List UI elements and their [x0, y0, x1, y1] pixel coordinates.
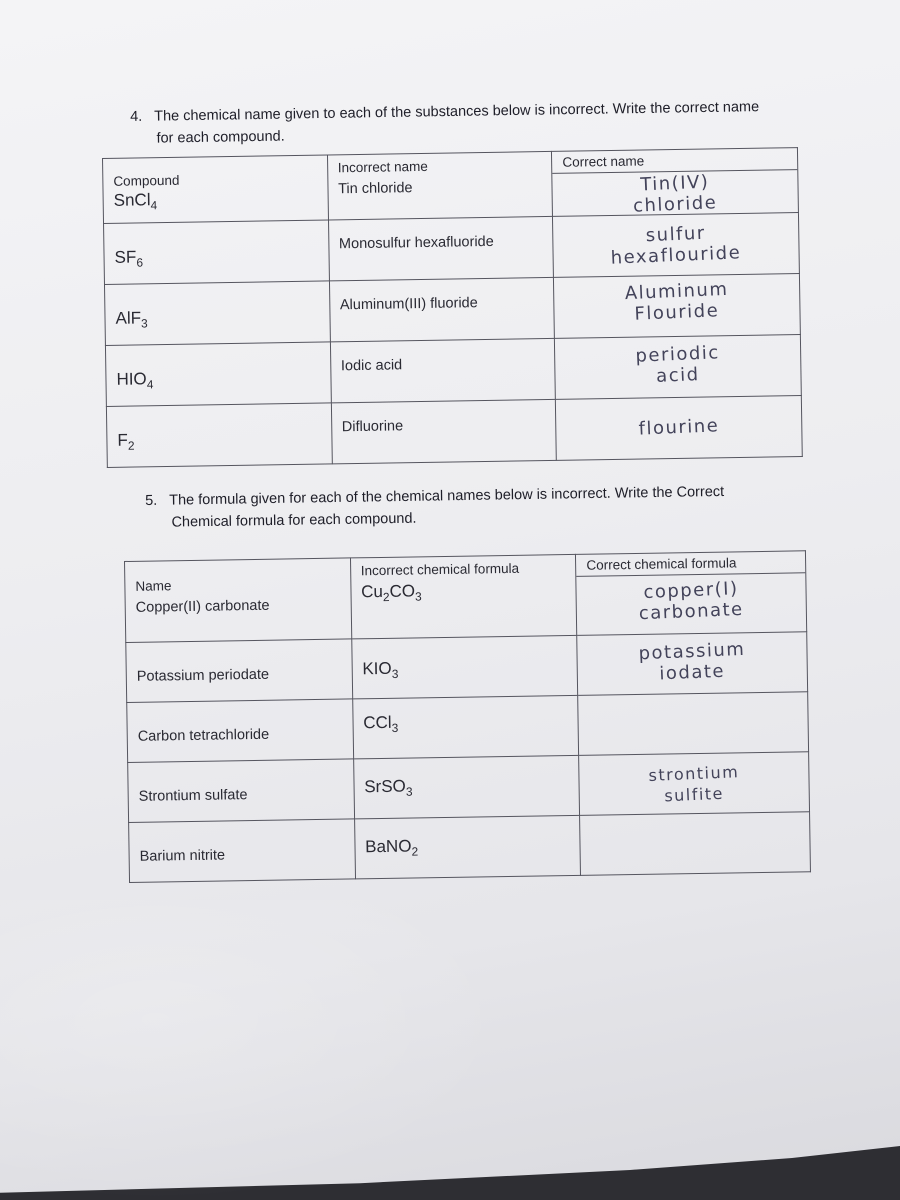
table-row — [125, 551, 807, 643]
table-row — [105, 335, 801, 407]
table-cell — [580, 812, 811, 876]
table-cell — [329, 277, 555, 342]
compound-formula: $HIO_4$ — [116, 369, 154, 392]
table-cell — [579, 752, 810, 816]
table-cell — [330, 338, 556, 403]
table-row — [106, 396, 802, 468]
compound-name: Copper(II) carbonate — [135, 597, 270, 616]
table-cell — [554, 274, 801, 339]
incorrect-name: Aluminum(III) fluoride — [339, 295, 478, 314]
incorrect-name: Iodic acid — [340, 357, 403, 375]
table-row — [104, 274, 800, 346]
question-5-text-line1: The formula given for each of the chemical names below is incorrect. Write the Correct — [169, 483, 725, 509]
header-incorrect-name: Incorrect name — [337, 158, 428, 176]
incorrect-formula: CCl$_3$ — [363, 712, 399, 735]
table-cell — [578, 692, 809, 756]
table-cell — [104, 281, 330, 346]
table-cell — [552, 148, 799, 217]
table-cell — [352, 695, 579, 759]
compound-formula: AlF$_3$ — [115, 308, 148, 331]
question-4-text-line2: for each compound. — [156, 128, 285, 147]
incorrect-name: Tin chloride — [338, 180, 413, 198]
handwritten-answer-line1: copper(I) — [643, 578, 740, 604]
compound-name: Strontium sulfate — [138, 787, 248, 805]
table-cell — [576, 551, 807, 636]
table-cell — [104, 220, 330, 285]
handwritten-answer-line1: potassium — [638, 638, 746, 665]
table-cell — [553, 213, 800, 278]
table-cell — [331, 399, 557, 464]
table-cell — [126, 639, 353, 703]
handwritten-answer-line1: sulfur — [645, 222, 707, 247]
incorrect-name: Monosulfur hexafluoride — [338, 233, 494, 253]
table-cell — [105, 342, 331, 407]
handwritten-answer-line2: acid — [656, 364, 701, 387]
compound-formula: $SF_6$ — [114, 247, 144, 270]
handwritten-answer-line1: Aluminum — [624, 278, 730, 305]
handwritten-answer-line1: strontium — [648, 762, 740, 785]
table-row — [128, 752, 810, 823]
table-row — [103, 148, 799, 224]
table-cell — [128, 759, 355, 823]
compound-name: Potassium periodate — [136, 666, 270, 685]
incorrect-name: Difluorine — [341, 418, 404, 436]
incorrect-formula: $KIO_3$ — [362, 658, 399, 681]
question-5-number: 5. — [145, 492, 158, 509]
handwritten-answer-line2: carbonate — [638, 598, 745, 625]
header-name: Name — [135, 578, 172, 594]
table-row — [127, 692, 809, 763]
handwritten-answer-line2: chloride — [632, 192, 718, 217]
question-4-text-line1: The chemical name given to each of the substances below is incorrect. Write the correct name — [154, 99, 760, 125]
chemical-formula-table — [124, 550, 811, 883]
table-cell — [125, 558, 352, 643]
table-cell — [577, 632, 808, 696]
handwritten-answer-line2: sulfite — [664, 783, 725, 806]
table-cell — [350, 554, 577, 639]
table-cell — [127, 699, 354, 763]
compound-formula: SnCl$_4$ — [113, 190, 158, 213]
header-correct-name: Correct name — [552, 148, 797, 174]
header-incorrect-formula: Incorrect chemical formula — [360, 560, 520, 579]
header-compound: Compound — [113, 172, 180, 189]
table-cell — [555, 335, 802, 400]
table-cell — [351, 635, 578, 699]
table-cell — [106, 403, 332, 468]
compound-name: Carbon tetrachloride — [137, 726, 270, 745]
table-cell — [353, 755, 580, 819]
table-cell — [103, 155, 329, 224]
table-row — [104, 213, 800, 285]
handwritten-answer-line1: flourine — [638, 415, 720, 440]
handwritten-answer-line1: Tin(IV) — [640, 171, 711, 196]
question-4-number: 4. — [130, 108, 143, 125]
table-row — [126, 632, 808, 703]
handwritten-answer-line2: iodate — [659, 660, 726, 685]
compound-name: Barium nitrite — [139, 847, 226, 865]
header-correct-formula: Correct chemical formula — [576, 551, 805, 577]
incorrect-formula: $Cu_2CO_3$ — [361, 581, 422, 605]
table-cell — [354, 815, 581, 879]
table-cell — [327, 151, 553, 220]
table-cell — [129, 819, 356, 883]
table-cell — [328, 216, 554, 281]
handwritten-answer-line2: hexaflouride — [610, 242, 742, 269]
table-row — [129, 812, 811, 883]
table-cell — [556, 396, 803, 461]
handwritten-answer-line1: periodic — [635, 342, 721, 367]
incorrect-formula: SrSO$_3$ — [364, 776, 413, 799]
compound-formula: $F_2$ — [117, 430, 135, 453]
handwritten-answer-line2: Flouride — [634, 300, 720, 325]
question-5-text-line2: Chemical formula for each compound. — [171, 510, 417, 531]
compound-names-table — [102, 147, 803, 468]
incorrect-formula: BaNO$_2$ — [365, 836, 419, 859]
